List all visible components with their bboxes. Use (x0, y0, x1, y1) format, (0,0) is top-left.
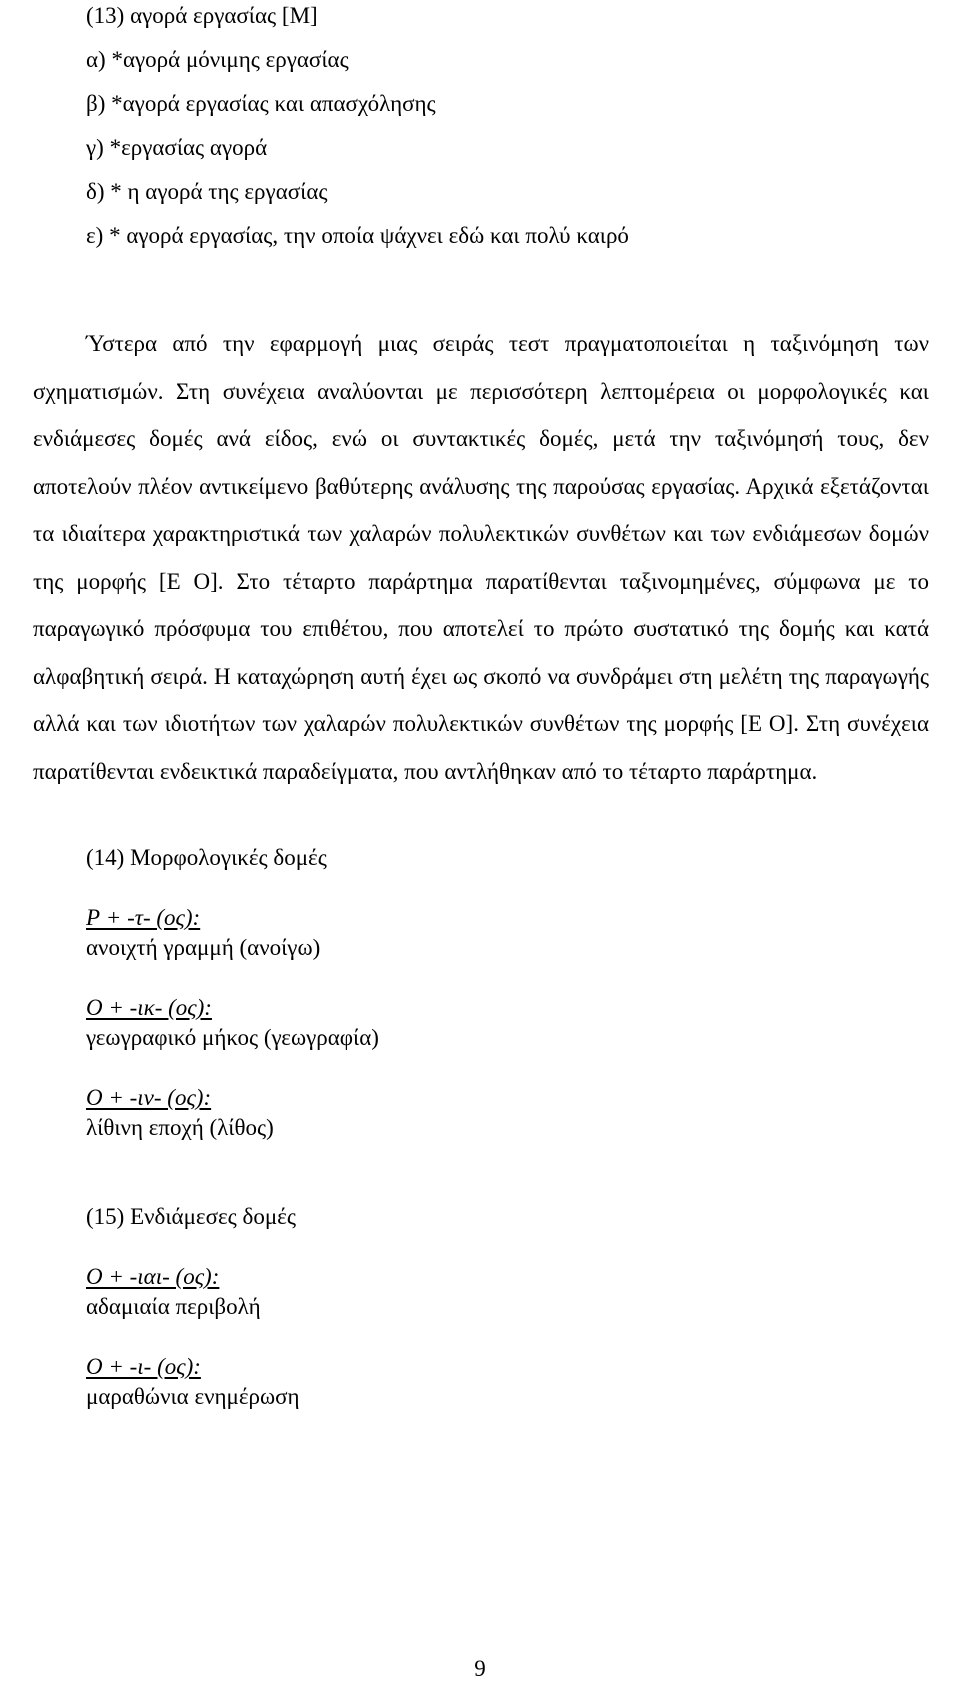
example-15-pattern-2: Ο + -ι- (ος): (86, 1354, 201, 1379)
example-14-pattern-1: Ρ + -τ- (ος): (86, 905, 201, 930)
example-14-example-3: λίθινη εποχή (λίθος) (86, 1115, 274, 1140)
example-15-pattern-1: Ο + -ιαι- (ος): (86, 1264, 220, 1289)
page-number: 9 (474, 1656, 486, 1681)
example-14-example-2: γεωγραφικό μήκος (γεωγραφία) (86, 1025, 379, 1050)
example-14-pattern-3: Ο + -ιν- (ος): (86, 1085, 212, 1110)
example-14-header: (14) Μορφολογικές δομές (86, 845, 327, 870)
example-14-example-1: ανοιχτή γραμμή (ανοίγω) (86, 935, 321, 960)
example-15-example-1: αδαμιαία περιβολή (86, 1294, 261, 1319)
example-13-item-d: δ) * η αγορά της εργασίας (86, 179, 328, 204)
example-13-header: (13) αγορά εργασίας [Μ] (86, 3, 318, 28)
example-15-example-2: μαραθώνια ενημέρωση (86, 1384, 300, 1409)
example-13-item-b: β) *αγορά εργασίας και απασχόλησης (86, 91, 436, 116)
example-14-pattern-2: Ο + -ικ- (ος): (86, 995, 212, 1020)
example-13-item-a: α) *αγορά μόνιμης εργασίας (86, 47, 349, 72)
example-13-item-c: γ) *εργασίας αγορά (86, 135, 268, 160)
example-13-item-e: ε) * αγορά εργασίας, την οποία ψάχνει εδώ και πολύ καιρό (86, 223, 629, 248)
body-paragraph: Ύστερα από την εφαρμογή μιας σειράς τεστ πραγματοποιείται η ταξινόμηση των σχηματισμών. Στη συνέχεια αναλύονται με περισσότερη λεπτομέρεια οι μορφολογικές και ενδιάμεσες δομές ανά είδος, ενώ οι συντακτικές δομές, μετά την ταξινόμησή τους, δεν αποτελούν πλέον αντικείμενο βαθύτερης ανάλυσης της παρούσας εργασίας. Αρχικά εξετάζονται τα ιδιαίτερα χαρακτηριστικά των χαλαρών πολυλεκτικών συνθέτων και των ενδιάμεσων δομών της μορφής [Ε Ο]. Στο τέταρτο παράρτημα παρατίθενται ταξινομημένες, σύμφωνα με το παραγωγικό πρόσφυμα του επιθέτου, που αποτελεί το πρώτο συστατικό της δομής και κατά αλφαβητική σειρά. Η καταχώρηση αυτή έχει ως σκοπό να συνδράμει στη μελέτη της παραγωγής αλλά και των ιδιοτήτων των χαλαρών πολυλεκτικών συνθέτων της μορφής [Ε Ο]. Στη συνέχεια παρατίθενται ενδεικτικά παραδείγματα, που αντλήθηκαν από το τέταρτο παράρτημα. (33, 331, 929, 784)
example-15-header: (15) Ενδιάμεσες δομές (86, 1204, 296, 1229)
